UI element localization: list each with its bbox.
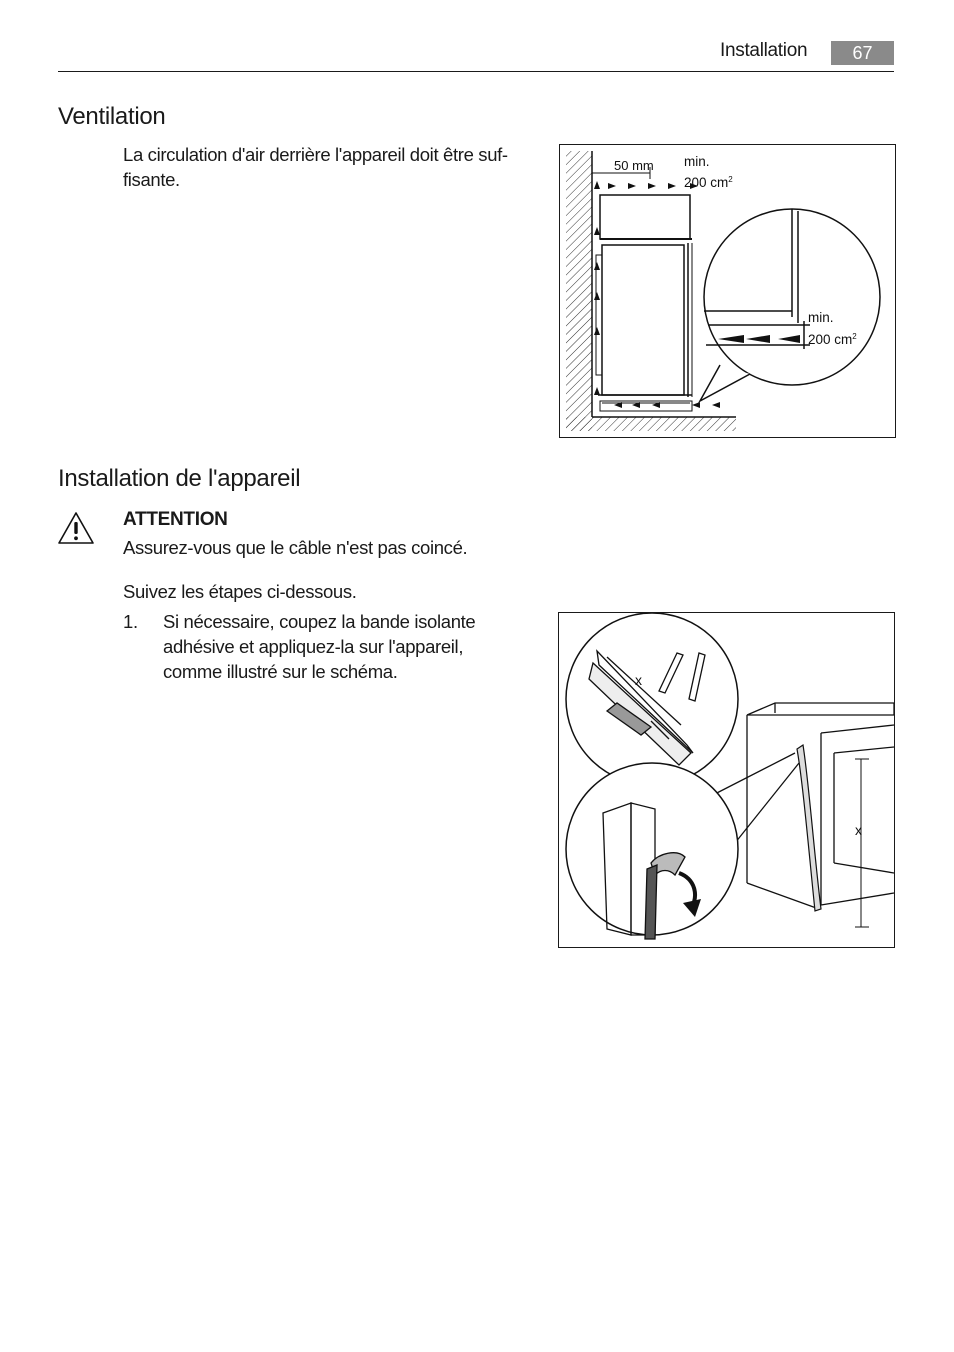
strip-length-x-label: x (855, 822, 862, 838)
step-1-number: 1. (123, 611, 138, 632)
zoom-min-label: min. (808, 310, 834, 325)
step-1-line-2: adhésive et appliquez-la sur l'appareil, (163, 636, 464, 657)
warning-triangle-icon (57, 510, 95, 546)
ventilation-text-line-1: La circulation d'air derrière l'appareil doit être suf- (123, 144, 508, 165)
step-1-line-1: Si nécessaire, coupez la bande isolante (163, 611, 476, 632)
wall-hatch (566, 151, 592, 431)
attention-title: ATTENTION (123, 509, 228, 530)
fridge-body (602, 245, 684, 395)
rear-airflow-arrows (594, 181, 600, 395)
follow-steps-text: Suivez les étapes ci-dessous. (123, 581, 357, 602)
ventilation-heading: Ventilation (58, 103, 166, 130)
ventilation-diagram (559, 144, 896, 438)
upper-cabinet (600, 195, 690, 239)
insulation-strip-diagram (558, 612, 895, 948)
header-divider (58, 71, 894, 72)
floor-hatch (566, 417, 736, 431)
top-min-label: min. (684, 154, 710, 169)
attention-text: Assurez-vous que le câble n'est pas coincé. (123, 537, 468, 558)
gap-label: 50 mm (614, 158, 654, 173)
header-section-title: Installation (720, 40, 808, 61)
page-number: 67 (831, 41, 894, 65)
appliance-outline (747, 703, 894, 909)
ventilation-text-line-2: fisante. (123, 169, 180, 190)
zoom-area-label: 200 $cm^2$ (808, 332, 857, 347)
top-area-label: 200 $cm^2$ (684, 175, 733, 190)
step-1-line-3: comme illustré sur le schéma. (163, 661, 398, 682)
installation-heading: Installation de l'appareil (58, 465, 301, 492)
ventilation-paragraph (123, 142, 553, 192)
step-1-text (163, 609, 523, 684)
cut-length-x-label: x (635, 672, 642, 688)
